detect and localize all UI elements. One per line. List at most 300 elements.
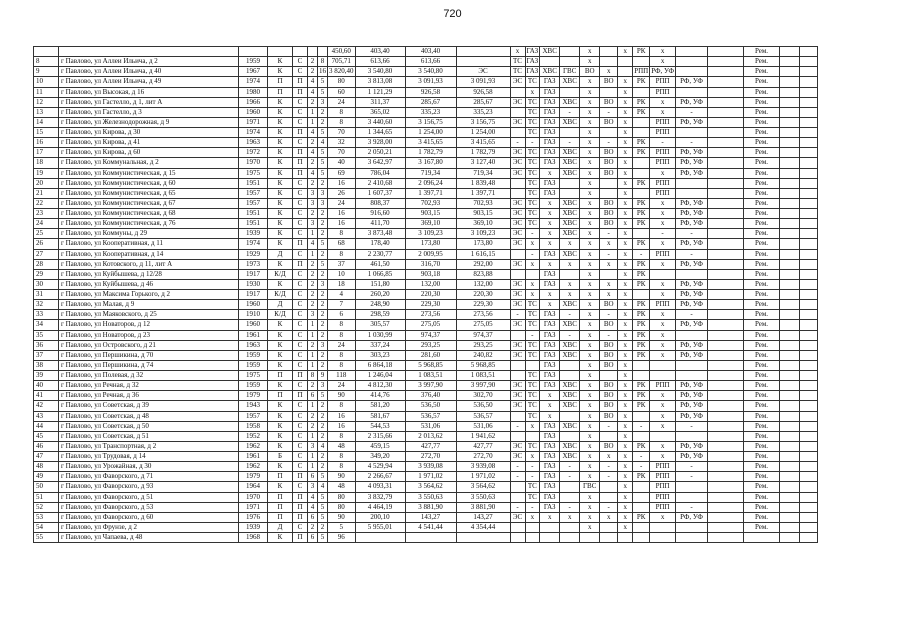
table-cell: х xyxy=(618,502,633,512)
table-cell: 1917 xyxy=(239,290,268,300)
table-cell: 2 xyxy=(318,360,328,370)
table-cell: С xyxy=(293,330,308,340)
table-row xyxy=(34,148,818,158)
table-cell: К xyxy=(268,117,293,127)
table-cell: 273,56 xyxy=(405,310,456,320)
table-cell: ГАЗ xyxy=(540,249,560,259)
table-cell: х xyxy=(580,178,600,188)
table-cell: ТС xyxy=(525,97,540,107)
table-cell xyxy=(600,188,618,198)
table-cell: х xyxy=(580,340,600,350)
table-cell xyxy=(540,522,560,532)
table-cell xyxy=(799,148,817,158)
table-cell: Рем. xyxy=(743,340,779,350)
address-cell xyxy=(59,47,239,57)
table-cell: - xyxy=(600,138,618,148)
table-cell: 5 968,85 xyxy=(456,360,510,370)
table-cell: 220,30 xyxy=(456,290,510,300)
table-cell: 808,37 xyxy=(355,198,405,208)
table-cell: РФ, УФ xyxy=(675,411,707,421)
table-cell: х xyxy=(540,239,560,249)
table-cell: 1 607,37 xyxy=(355,188,405,198)
table-cell: Рем. xyxy=(743,67,779,77)
table-cell: х xyxy=(580,330,600,340)
table-cell: ГАЗ xyxy=(526,57,539,66)
table-cell: х xyxy=(600,290,618,300)
address-cell: г Павлово, ул Советская, д 39 xyxy=(59,401,239,411)
table-cell: - xyxy=(633,452,650,462)
table-cell: 5 xyxy=(318,158,328,168)
table-cell xyxy=(799,158,817,168)
table-cell xyxy=(799,421,817,431)
table-row xyxy=(34,533,818,543)
table-cell: ЭС xyxy=(510,229,525,239)
table-cell: - xyxy=(525,330,540,340)
table-cell: 275,05 xyxy=(456,320,510,330)
table-cell: 3 109,23 xyxy=(405,229,456,239)
table-cell: х xyxy=(618,107,633,117)
table-cell: 8 xyxy=(328,462,356,472)
table-cell: - xyxy=(510,421,525,431)
table-cell: ТС xyxy=(525,320,540,330)
table-cell: К xyxy=(268,350,293,360)
table-cell: 3 091,93 xyxy=(405,77,456,87)
table-cell xyxy=(618,533,633,543)
table-cell: ЭС xyxy=(510,340,525,350)
table-cell: РК xyxy=(633,401,650,411)
table-cell: 302,70 xyxy=(456,391,510,401)
table-cell: ЭС xyxy=(510,77,525,87)
table-cell: ХВС xyxy=(560,229,580,239)
table-cell: х xyxy=(525,512,540,522)
table-cell xyxy=(268,47,293,57)
table-cell: Рем. xyxy=(743,168,779,178)
table-cell: х xyxy=(580,269,600,279)
table-cell xyxy=(600,533,618,543)
table-cell: ЭС xyxy=(510,381,525,391)
table-cell: 2 xyxy=(308,269,318,279)
table-cell: 2 xyxy=(318,117,328,127)
table-cell xyxy=(779,97,799,107)
table-cell: х xyxy=(618,300,633,310)
table-cell: ТС xyxy=(525,117,540,127)
table-cell xyxy=(799,522,817,532)
table-cell xyxy=(707,350,743,360)
table-cell: 3 564,62 xyxy=(456,482,510,492)
address-cell: г Павлово, ул Коммунальная, д 2 xyxy=(59,158,239,168)
table-cell: х xyxy=(525,87,540,97)
table-cell: х xyxy=(580,452,600,462)
table-cell: ТС xyxy=(525,411,540,421)
table-cell xyxy=(560,178,580,188)
table-cell: - xyxy=(675,462,707,472)
table-cell: х xyxy=(618,290,633,300)
table-cell: РПП xyxy=(650,158,676,168)
table-cell: х xyxy=(580,371,600,381)
table-cell: РПП xyxy=(650,77,676,87)
table-cell: 427,77 xyxy=(456,441,510,451)
table-cell: РФ, УФ xyxy=(675,148,707,158)
table-cell: ХВС xyxy=(560,77,580,87)
table-cell xyxy=(293,47,308,57)
table-cell xyxy=(779,239,799,249)
table-cell xyxy=(540,57,560,67)
table-cell: х xyxy=(580,128,600,138)
table-cell: х xyxy=(580,148,600,158)
table-cell: К xyxy=(268,431,293,441)
table-cell: П xyxy=(268,87,293,97)
table-cell: х xyxy=(560,259,580,269)
table-row xyxy=(34,158,818,168)
table-cell: ВО xyxy=(600,158,618,168)
table-cell: х xyxy=(618,320,633,330)
table-cell: 5 xyxy=(318,512,328,522)
table-cell: - xyxy=(560,138,580,148)
table-cell: ЭС xyxy=(510,452,525,462)
address-cell: г Павлово, ул Речная, д 32 xyxy=(59,381,239,391)
table-cell: ВО xyxy=(600,168,618,178)
row-number-cell: 41 xyxy=(34,391,59,401)
table-cell xyxy=(510,411,525,421)
table-cell xyxy=(510,371,525,381)
table-cell: - xyxy=(600,462,618,472)
page-number: 720 xyxy=(443,8,462,20)
table-cell: 702,93 xyxy=(405,198,456,208)
table-cell: х xyxy=(618,188,633,198)
table-cell: РФ, УФ xyxy=(675,259,707,269)
table-cell: х xyxy=(650,259,676,269)
table-cell: ГАЗ xyxy=(540,138,560,148)
table-cell: 2 xyxy=(318,178,328,188)
table-cell xyxy=(779,67,799,77)
table-cell: К xyxy=(268,128,293,138)
table-cell: - xyxy=(675,138,707,148)
table-cell xyxy=(318,47,328,57)
row-number-cell: 10 xyxy=(34,77,59,87)
table-cell: РК xyxy=(633,310,650,320)
table-cell: 6 xyxy=(308,391,318,401)
address-cell: г Павлово, ул Советская, д 51 xyxy=(59,431,239,441)
table-cell: Рем. xyxy=(743,178,779,188)
table-cell: 229,30 xyxy=(456,300,510,310)
table-cell: 1961 xyxy=(239,330,268,340)
table-cell: 1963 xyxy=(239,340,268,350)
table-cell: С xyxy=(293,310,308,320)
table-cell: 3 642,97 xyxy=(355,158,405,168)
table-cell xyxy=(799,269,817,279)
table-cell: х xyxy=(650,512,676,522)
table-cell: х xyxy=(618,431,633,441)
table-cell xyxy=(525,360,540,370)
address-cell: г Павлово, ул Фаворского, д 60 xyxy=(59,512,239,522)
table-cell: 3 xyxy=(308,310,318,320)
table-cell: ВО xyxy=(600,219,618,229)
table-cell: х xyxy=(618,340,633,350)
table-cell: 1970 xyxy=(239,492,268,502)
table-cell: ЭС xyxy=(456,67,510,77)
table-cell xyxy=(799,279,817,289)
table-cell: Рем. xyxy=(743,472,779,482)
table-cell: х xyxy=(618,249,633,259)
table-cell: 581,67 xyxy=(355,411,405,421)
table-cell: 3 156,75 xyxy=(405,117,456,127)
table-row xyxy=(34,209,818,219)
table-cell xyxy=(779,502,799,512)
table-row xyxy=(34,320,818,330)
table-cell xyxy=(456,57,510,67)
table-cell xyxy=(707,310,743,320)
address-cell: г Павлово, ул Кирова, д 41 xyxy=(59,138,239,148)
address-cell: г Павлово, ул Фаворского, д 93 xyxy=(59,482,239,492)
table-cell: 4 xyxy=(318,138,328,148)
table-cell: РПП xyxy=(650,482,676,492)
table-cell: П xyxy=(293,128,308,138)
table-cell xyxy=(525,269,540,279)
table-cell xyxy=(799,350,817,360)
table-cell xyxy=(707,371,743,381)
table-cell: П xyxy=(293,259,308,269)
table-cell: 2 xyxy=(308,97,318,107)
table-cell xyxy=(743,533,779,543)
table-cell: - xyxy=(600,502,618,512)
address-cell: г Павлово, ул Першикина, д 74 xyxy=(59,360,239,370)
table-cell: х xyxy=(580,391,600,401)
table-cell: ГАЗ xyxy=(540,107,560,117)
table-cell: С xyxy=(293,188,308,198)
row-number-cell: 11 xyxy=(34,87,59,97)
table-cell: 4 xyxy=(308,77,318,87)
table-cell: 3 820,40 xyxy=(329,67,354,76)
table-cell: РПП xyxy=(650,472,676,482)
table-cell: 4 093,31 xyxy=(355,482,405,492)
table-row xyxy=(34,67,818,77)
table-cell xyxy=(779,492,799,502)
table-cell: К xyxy=(268,381,293,391)
table-cell: РК xyxy=(633,259,650,269)
table-cell xyxy=(799,128,817,138)
table-cell: С xyxy=(293,360,308,370)
table-cell: ТС xyxy=(525,148,540,158)
table-cell: 403,40 xyxy=(405,47,456,57)
table-cell: 5 xyxy=(318,472,328,482)
table-cell: х xyxy=(580,411,600,421)
table-cell: 275,05 xyxy=(405,320,456,330)
table-row xyxy=(34,431,818,441)
row-number-cell: 30 xyxy=(34,279,59,289)
table-cell: 2 xyxy=(308,300,318,310)
table-cell: 298,59 xyxy=(355,310,405,320)
table-cell: 4 xyxy=(308,148,318,158)
table-cell: РФ, УФ xyxy=(675,452,707,462)
row-number-cell: 27 xyxy=(34,249,59,259)
table-cell xyxy=(707,502,743,512)
table-cell: 2 xyxy=(308,381,318,391)
table-cell: РК xyxy=(633,279,650,289)
table-cell: С xyxy=(293,482,308,492)
table-cell: РК xyxy=(633,472,650,482)
table-cell: Рем. xyxy=(743,482,779,492)
table-cell: 4 xyxy=(318,482,328,492)
table-cell: ХВС xyxy=(560,168,580,178)
table-cell xyxy=(675,57,707,67)
table-cell: Рем. xyxy=(743,158,779,168)
table-cell: Рем. xyxy=(743,320,779,330)
table-cell: РК xyxy=(633,340,650,350)
table-cell: ГАЗ xyxy=(540,128,560,138)
table-cell xyxy=(600,492,618,502)
table-cell xyxy=(600,522,618,532)
table-cell: 16 xyxy=(328,411,356,421)
table-cell: 581,20 xyxy=(355,401,405,411)
table-cell: ТС xyxy=(525,219,540,229)
table-cell xyxy=(779,188,799,198)
table-cell: РК xyxy=(633,178,650,188)
table-cell: х xyxy=(618,522,633,532)
table-cell: 3 939,08 xyxy=(456,462,510,472)
table-cell xyxy=(779,117,799,127)
table-cell: 2 xyxy=(308,67,318,77)
table-cell: х xyxy=(560,290,580,300)
table-cell xyxy=(799,47,817,57)
table-cell: х xyxy=(525,421,540,431)
table-cell: ХВС xyxy=(560,209,580,219)
table-cell: 2 230,77 xyxy=(355,249,405,259)
row-number-cell: 42 xyxy=(34,401,59,411)
table-cell: С xyxy=(293,57,308,67)
table-cell: ХВС xyxy=(560,300,580,310)
row-number-cell: 12 xyxy=(34,97,59,107)
table-row xyxy=(34,401,818,411)
table-cell: 719,34 xyxy=(456,168,510,178)
table-cell: - xyxy=(600,330,618,340)
table-row xyxy=(34,371,818,381)
table-cell xyxy=(799,219,817,229)
table-cell: х xyxy=(618,158,633,168)
table-cell: 1 xyxy=(308,117,318,127)
table-row xyxy=(34,219,818,229)
table-cell: ВО xyxy=(600,411,618,421)
table-cell: ТС xyxy=(525,391,540,401)
table-cell: Рем. xyxy=(743,47,779,57)
row-number-cell: 14 xyxy=(34,117,59,127)
table-cell: 2 xyxy=(308,522,318,532)
table-cell xyxy=(779,360,799,370)
table-cell: Рем. xyxy=(743,452,779,462)
table-cell: 536,50 xyxy=(456,401,510,411)
table-cell: ВО xyxy=(600,77,618,87)
table-cell: Рем. xyxy=(743,290,779,300)
table-cell: К xyxy=(268,279,293,289)
table-cell: 450,60 xyxy=(328,47,356,57)
table-cell xyxy=(560,371,580,381)
table-cell: С xyxy=(293,67,308,77)
table-row xyxy=(34,310,818,320)
table-row xyxy=(34,269,818,279)
table-cell: 5 xyxy=(318,168,328,178)
table-cell: П xyxy=(293,492,308,502)
table-cell: ЭС xyxy=(510,441,525,451)
table-cell: х xyxy=(618,441,633,451)
table-cell: 3 997,90 xyxy=(405,381,456,391)
table-cell: 414,76 xyxy=(355,391,405,401)
table-cell: 3 415,65 xyxy=(405,138,456,148)
table-cell: х xyxy=(618,269,633,279)
table-cell: х xyxy=(540,391,560,401)
table-cell: 248,90 xyxy=(355,300,405,310)
table-cell xyxy=(510,533,525,543)
table-cell: ВО xyxy=(600,360,618,370)
table-row xyxy=(34,57,818,67)
row-number-cell: 53 xyxy=(34,512,59,522)
table-cell: 1 121,29 xyxy=(355,87,405,97)
table-cell: РПП xyxy=(650,178,676,188)
table-cell: РФ, УФ xyxy=(675,320,707,330)
table-cell: 1917 xyxy=(239,269,268,279)
table-cell: ТС xyxy=(525,300,540,310)
table-cell: 823,88 xyxy=(456,269,510,279)
table-cell: 1968 xyxy=(239,533,268,543)
table-cell: - xyxy=(560,310,580,320)
table-cell: 5 xyxy=(318,391,328,401)
table-cell xyxy=(675,431,707,441)
table-cell: ЭС xyxy=(510,290,525,300)
table-cell: Рем. xyxy=(743,492,779,502)
table-cell: К xyxy=(268,462,293,472)
table-cell: 1951 xyxy=(239,219,268,229)
table-cell: С xyxy=(293,279,308,289)
table-cell: - xyxy=(525,249,540,259)
table-cell xyxy=(456,533,510,543)
table-cell: 4 529,94 xyxy=(355,462,405,472)
table-cell: ГАЗ xyxy=(540,148,560,158)
table-cell: 3 873,48 xyxy=(355,229,405,239)
table-cell: 3 xyxy=(308,188,318,198)
table-cell: 132,00 xyxy=(405,279,456,289)
table-cell xyxy=(779,138,799,148)
table-cell xyxy=(779,401,799,411)
table-cell: ГАЗ xyxy=(526,47,539,56)
table-cell: ТС xyxy=(525,158,540,168)
table-cell: ВО xyxy=(600,350,618,360)
table-cell: 3 540,80 xyxy=(355,67,405,77)
table-cell: С xyxy=(293,249,308,259)
table-cell: П xyxy=(293,239,308,249)
table-cell: 5 xyxy=(318,148,328,158)
table-cell: 70 xyxy=(328,148,356,158)
table-row xyxy=(34,421,818,431)
table-cell: 3 440,60 xyxy=(355,117,405,127)
table-cell: К xyxy=(268,148,293,158)
table-cell xyxy=(600,371,618,381)
table-cell xyxy=(650,269,676,279)
table-cell: С xyxy=(293,431,308,441)
table-cell: 3 127,40 xyxy=(456,158,510,168)
table-cell xyxy=(675,269,707,279)
table-cell: 4 xyxy=(318,441,328,451)
table-cell: х xyxy=(618,310,633,320)
table-cell xyxy=(600,269,618,279)
table-cell xyxy=(580,533,600,543)
table-cell: х xyxy=(560,239,580,249)
table-cell: 1 971,02 xyxy=(456,472,510,482)
table-cell: ГАЗ xyxy=(540,77,560,87)
table-cell: ВО xyxy=(600,209,618,219)
table-cell: Рем. xyxy=(743,502,779,512)
table-cell: Рем. xyxy=(743,219,779,229)
table-cell: ЭС xyxy=(510,391,525,401)
table-cell: К xyxy=(268,482,293,492)
table-cell xyxy=(799,188,817,198)
